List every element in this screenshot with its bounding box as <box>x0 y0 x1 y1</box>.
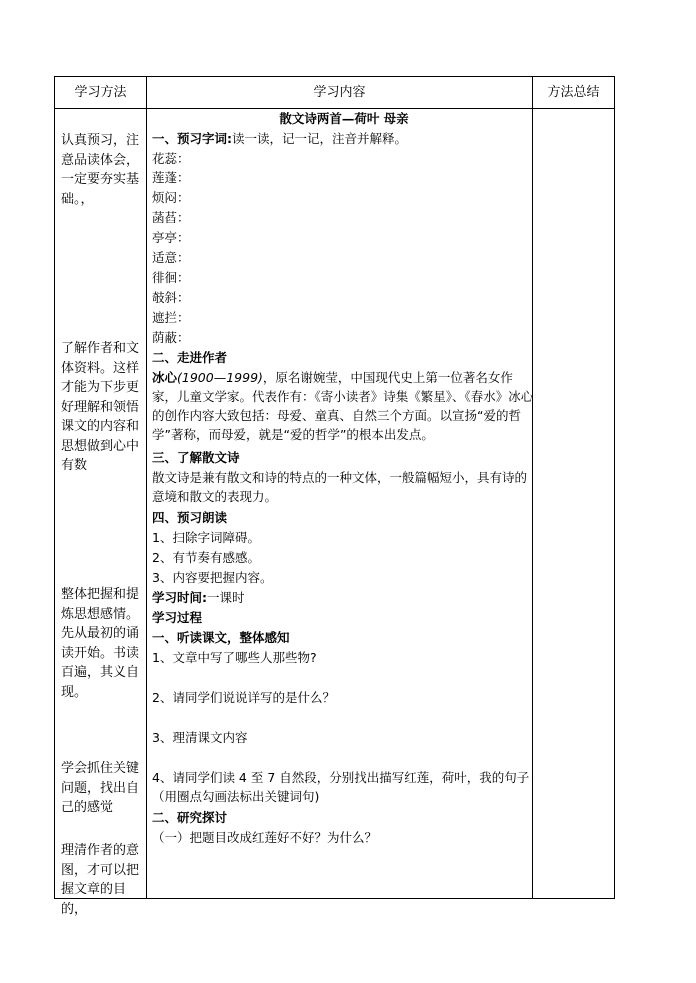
section-heading: 一、预习字词: <box>152 131 232 146</box>
vocab-item: 莲蓬： <box>152 170 190 185</box>
vocab-item: 花蕊： <box>152 151 190 166</box>
method-note: 理清作者的意图，才可以把握文章的目的， <box>61 843 140 917</box>
content-column <box>152 109 536 899</box>
method-note: 学会抓住关键问题，找出自己的感觉 <box>61 761 140 815</box>
question: 2、请同学们说说详写的是什么？ <box>152 690 335 705</box>
header-content: 学习内容 <box>313 85 366 100</box>
question: 1、文章中写了哪些人那些物? <box>152 650 317 665</box>
process-heading: 学习过程 <box>152 610 203 625</box>
method-note: 了解作者和文体资料。这样才能为下步更好理解和领悟课文的内容和思想做到心中有数 <box>61 341 140 473</box>
section-text: 读一读，记一记，注音并解释。 <box>232 131 408 146</box>
vocab-item: 适意： <box>152 250 190 265</box>
reading-step: 3、内容要把握内容。 <box>152 570 273 585</box>
study-time-value: 一课时 <box>207 590 245 605</box>
method-column <box>61 109 145 917</box>
vocab-item: 荫蔽： <box>152 330 190 345</box>
header-summary: 方法总结 <box>547 85 600 100</box>
vocab-item: 攲斜： <box>152 290 190 305</box>
section-heading: 一、听读课文，整体感知 <box>152 630 290 645</box>
method-note: 认真预习，注意品读体会，一定要夯实基础。， <box>61 133 140 207</box>
reading-step: 1、扫除字词障碍。 <box>152 530 260 545</box>
header-method: 学习方法 <box>74 85 127 100</box>
study-time <box>152 588 245 607</box>
lesson-table <box>54 76 615 917</box>
column-divider <box>146 77 147 898</box>
author-text: ，原名谢婉莹，中国现代史上第一位著名女作家，儿童文学家。代表作有：《寄小读者》诗集《繁星》、《春水》冰心的创作内容大致包括：母爱、童真、自然三个方面。以宣扬“爱的哲学”著称，而母爱，就是“爱的哲学”的根本出发点。 <box>152 370 534 442</box>
section-heading: 二、研究探讨 <box>152 810 228 825</box>
reading-step: 2、有节奏有感感。 <box>152 550 260 565</box>
question: 3、理清课文内容 <box>152 730 248 745</box>
section-heading: 四、预习朗读 <box>152 510 228 525</box>
study-time-label: 学习时间: <box>152 590 207 605</box>
genre-paragraph: 散文诗是兼有散文和诗的特点的一种文体，一般篇幅短小，具有诗的意境和散文的表现力。 <box>152 470 528 504</box>
vocab-item: 徘徊： <box>152 270 190 285</box>
question: （一）把题目改成红莲好不好？为什么？ <box>152 830 378 845</box>
lesson-title: 散文诗两首—荷叶 母亲 <box>279 111 409 126</box>
vocab-item: 遮拦： <box>152 310 190 325</box>
vocab-item: 烦闷： <box>152 190 190 205</box>
method-note: 整体把握和提炼思想感情。先从最初的诵读开始。书读百遍，其义自现。 <box>61 587 140 700</box>
author-years: (1900—1999) <box>177 370 263 385</box>
author-name: 冰心 <box>152 370 178 385</box>
question: 4、请同学们读 4 至 7 自然段，分别找出描写红莲，荷叶，我的句子（用圈点勾画法标出关键词句) <box>152 770 530 804</box>
section-heading: 二、走进作者 <box>152 350 228 365</box>
section-heading: 三、了解散文诗 <box>152 450 240 465</box>
vocab-item: 菡萏： <box>152 210 190 225</box>
author-paragraph <box>152 368 534 444</box>
vocab-item: 亭亭： <box>152 230 190 245</box>
section-preview-words <box>152 129 407 148</box>
